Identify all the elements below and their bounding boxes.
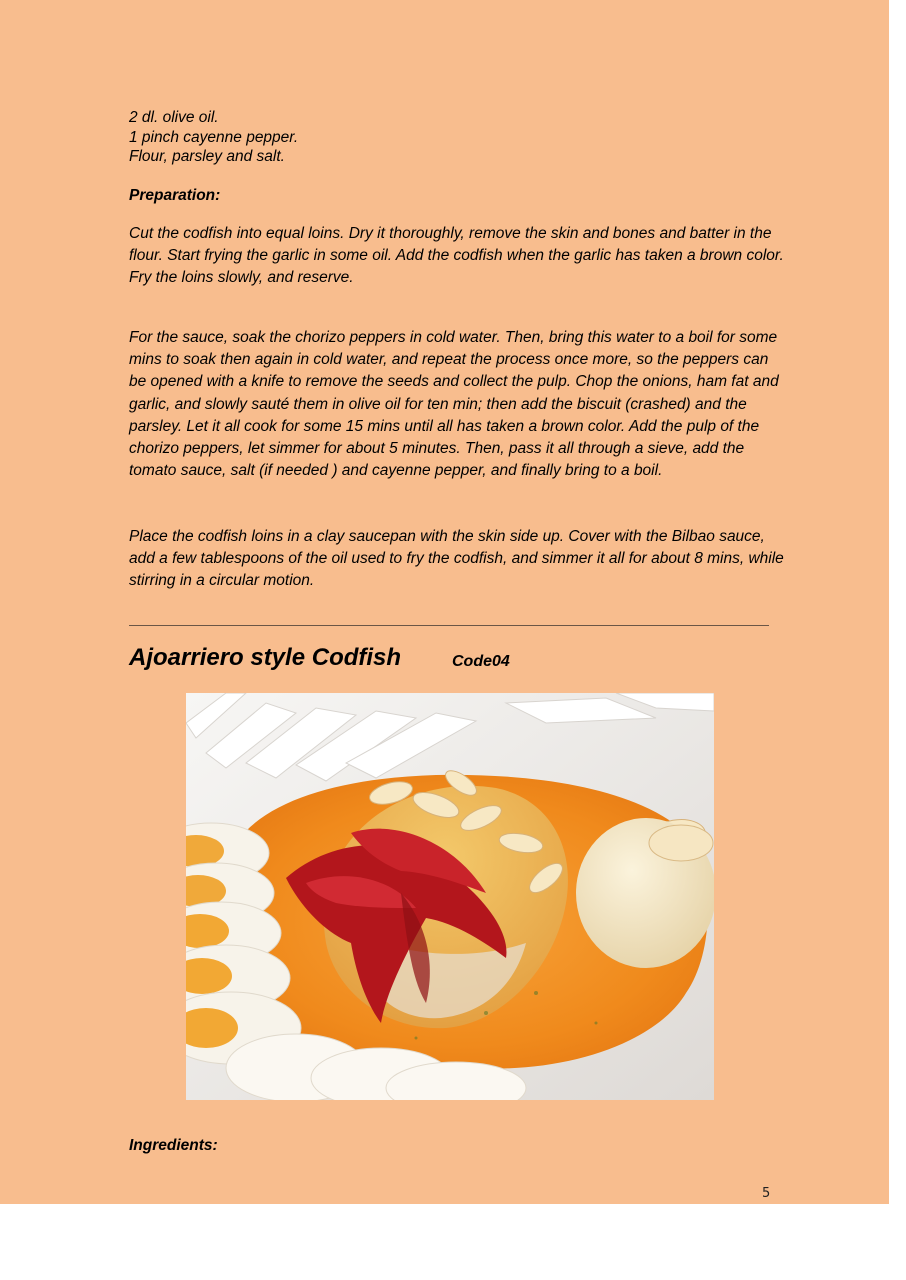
preparation-paragraph-2: For the sauce, soak the chorizo peppers in cold water. Then, bring this water to a boil for some mins to soak then again in cold water, and repeat the process once more, so the peppers can be opened with a knife to remove the seeds and collect the pulp. Chop the onions, ham fat and garlic, and slowly sauté them in olive oil for ten min; then add the biscuit (crashed) and the parsley. Let it all cook for some 15 mins until all has taken a brown color. Add the pulp of the chorizo peppers, let simmer for about 5 minutes. Then, pass it all through a sieve, add the tomato sauce, salt (if needed ) and cayenne pepper, and finally bring to a boil.	[129, 329, 779, 480]
page-number: 5	[762, 1186, 771, 1201]
recipe-title: Ajoarriero style Codfish	[129, 644, 402, 671]
section-divider	[129, 625, 769, 626]
preparation-paragraph-3: Place the codfish loins in a clay saucepan with the skin side up. Cover with the Bilbao sauce, add a few tablespoons of the oil used to fry the codfish, and simmer it all for about 8 mins, while stirring in a circular motion.	[129, 528, 784, 590]
ingredient-item: 2 dl. olive oil.	[129, 109, 219, 126]
ingredients-heading: Ingredients:	[129, 1137, 218, 1154]
recipe-code: Code04	[452, 653, 510, 670]
preparation-heading: Preparation:	[129, 187, 221, 204]
preparation-paragraph-1: Cut the codfish into equal loins. Dry it thoroughly, remove the skin and bones and batter in the flour. Start frying the garlic in some oil. Add the codfish when the garlic has taken a brown color. Fry the loins slowly, and reserve.	[129, 225, 784, 287]
ingredient-item: 1 pinch cayenne pepper.	[129, 128, 299, 146]
ingredient-item: Flour, parsley and salt.	[129, 148, 285, 165]
ingredient-list-continued	[129, 108, 298, 167]
dish-photo	[186, 693, 714, 1100]
